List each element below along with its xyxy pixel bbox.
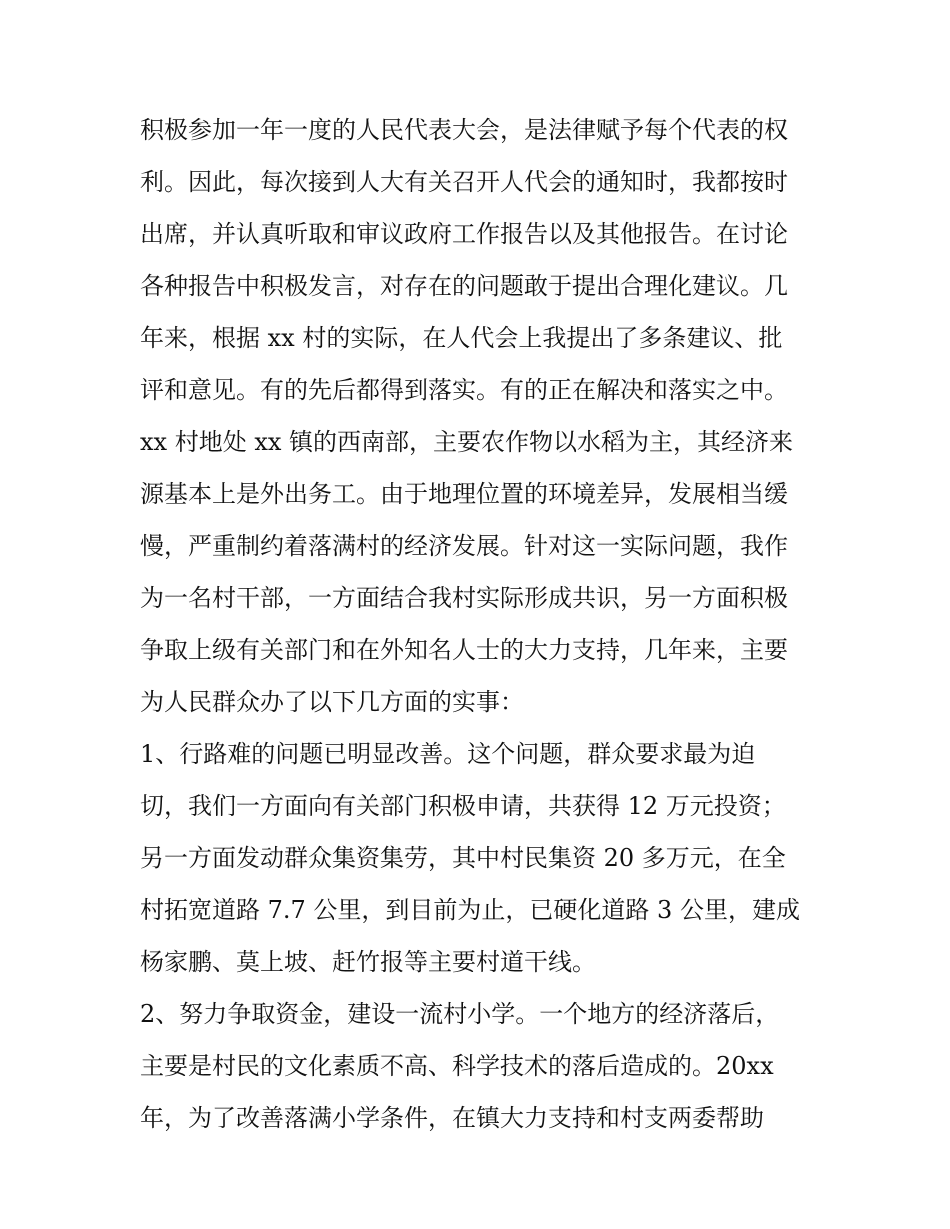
text-line: 利。因此，每次接到人大有关召开人代会的通知时，我都按时 — [140, 168, 788, 196]
text-line: 主要是村民的文化素质不高、科学技术的落后造成的。20xx — [140, 1052, 774, 1080]
text-line: 争取上级有关部门和在外知名人士的大力支持，几年来，主要 — [140, 636, 788, 664]
text-line: 慢，严重制约着落满村的经济发展。针对这一实际问题，我作 — [140, 532, 788, 560]
text-line: 村拓宽道路 7.7 公里，到目前为止，已硬化道路 3 公里，建成 — [140, 896, 800, 924]
text-line: 另一方面发动群众集资集劳，其中村民集资 20 多万元，在全 — [140, 844, 786, 872]
text-line: xx 村地处 xx 镇的西南部，主要农作物以水稻为主，其经济来 — [140, 428, 794, 456]
list-item-2-line: 2、努力争取资金，建设一流村小学。一个地方的经济落后， — [140, 1000, 780, 1028]
text-line: 各种报告中积极发言，对存在的问题敢于提出合理化建议。几 — [140, 272, 788, 300]
text-line: 源基本上是外出务工。由于地理位置的环境差异，发展相当缓 — [140, 480, 788, 508]
list-item-1-line: 1、行路难的问题已明显改善。这个问题，群众要求最为迫 — [140, 740, 756, 768]
text-line: 出席，并认真听取和审议政府工作报告以及其他报告。在讨论 — [140, 220, 788, 248]
text-line: 评和意见。有的先后都得到落实。有的正在解决和落实之中。 — [140, 376, 788, 404]
text-line: 杨家鹏、莫上坡、赶竹报等主要村道干线。 — [140, 948, 596, 976]
text-line: 年来，根据 xx 村的实际，在人代会上我提出了多条建议、批 — [140, 324, 783, 352]
text-line: 为人民群众办了以下几方面的实事： — [140, 688, 524, 716]
text-line: 积极参加一年一度的人民代表大会，是法律赋予每个代表的权 — [140, 116, 788, 144]
text-line: 切，我们一方面向有关部门积极申请，共获得 12 万元投资； — [140, 792, 786, 820]
text-line: 为一名村干部，一方面结合我村实际形成共识，另一方面积极 — [140, 584, 788, 612]
text-line: 年，为了改善落满小学条件，在镇大力支持和村支两委帮助 — [140, 1104, 764, 1132]
body-text — [140, 104, 820, 1144]
